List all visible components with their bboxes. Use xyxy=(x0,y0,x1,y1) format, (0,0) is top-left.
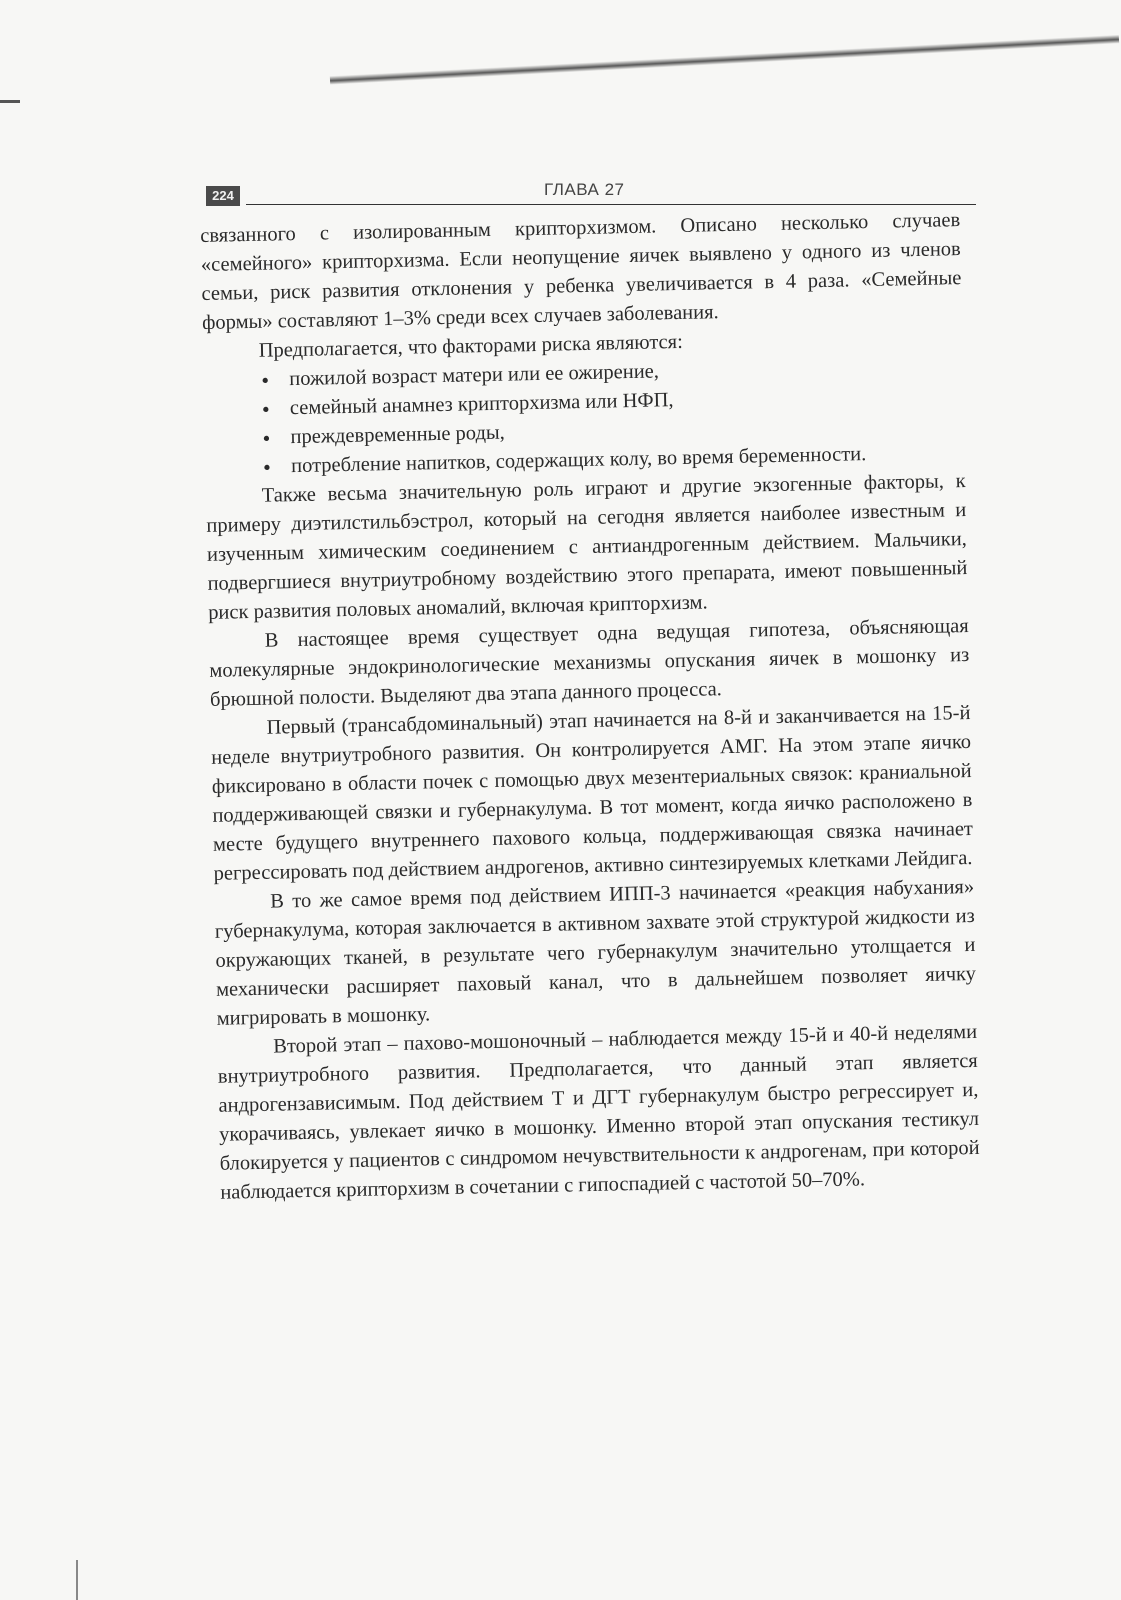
paragraph-3: Также весьма значительную роль играют и другие экзогенные факторы, к примеру диэтилстильбэстрол, который на сегодня является наиболее известным и изученным химическим соединением с антиандрогенным действием. Мальчики, подвергшиеся внутриутробному воздействию этого препарата, имеют повышенный риск развития половых аномалий, включая крипторхизм. xyxy=(206,470,968,624)
header-rule xyxy=(246,204,976,205)
page-number-badge: 224 xyxy=(206,186,240,206)
paragraph-5: Первый (трансабдоминальный) этап начинается на 8-й и заканчивается на 15-й неделе внутриутробного развития. Он контролируется АМГ. На этом этапе яичко фиксировано в области почек с помощью двух мезентериальных связок: краниальной поддерживающей связки и губернакулума. В тот момент, когда яичко расположено в месте будущего внутреннего пахового кольца, поддерживающая связка начинает регрессировать под действием андрогенов, активно синтезируемых клетками Лейдига. xyxy=(210,701,974,885)
page-header xyxy=(206,180,976,210)
chapter-title: ГЛАВА 27 xyxy=(544,180,625,199)
margin-mark xyxy=(76,1560,78,1600)
page-edge-shadow xyxy=(329,19,1120,100)
paragraph-1: связанного с изолированным крипторхизмом. Описано несколько случаев «семейного» крипторхизма. Если неопущение яичек выявлено у одного из членов семьи, риск развития отклонения у ребенка увеличивается в 4 раза. «Семейные формы» составляют 1–3% среди всех случаев заболевания. xyxy=(200,209,962,334)
list-item: • пожилой возраст матери или ее ожирение, xyxy=(261,351,963,395)
paragraph-risk-intro: Предполагается, что факторами риска являются: xyxy=(258,330,684,362)
body-text xyxy=(200,206,980,1208)
list-item: • преждевременные роды, xyxy=(262,409,964,453)
risk-factor-list xyxy=(203,351,965,483)
list-item: • семейный анамнез крипторхизма или НФП, xyxy=(262,380,964,424)
paragraph-6: В то же самое время под действием ИПП-3 начинается «реакция набухания» губернакулума, которая заключается в активном захвате этой структурой жидкости из окружающих тканей, в результате чего губернакулум значительно утолщается и механически расширяет паховый канал, что в дальнейшем позволяет яичку мигрировать в мошонку. xyxy=(214,875,977,1030)
page-edge-mark xyxy=(0,100,20,103)
list-item: • потребление напитков, содержащих колу, во время беременности. xyxy=(263,438,965,482)
paragraph-4: В настоящее время существует одна ведущая гипотеза, объясняющая молекулярные эндокринологические механизмы опускания яичек в мошонку из брюшной полости. Выделяют два этапа данного процесса. xyxy=(209,614,970,711)
paragraph-7: Второй этап – пахово-мошоночный – наблюдается между 15-й и 40-й неделями внутриутробного развития. Предполагается, что данный этап является андрогензависимым. Под действием Т и ДГТ губернакулум быстро регрессирует и, укорачиваясь, увлекает яичко в мошонку. Именно второй этап опускания тестикул блокируется у пациентов с синдромом нечувствительности к андрогенам, при которой наблюдается крипторхизм в сочетании с гипоспадией с частотой 50–70%. xyxy=(217,1020,980,1204)
